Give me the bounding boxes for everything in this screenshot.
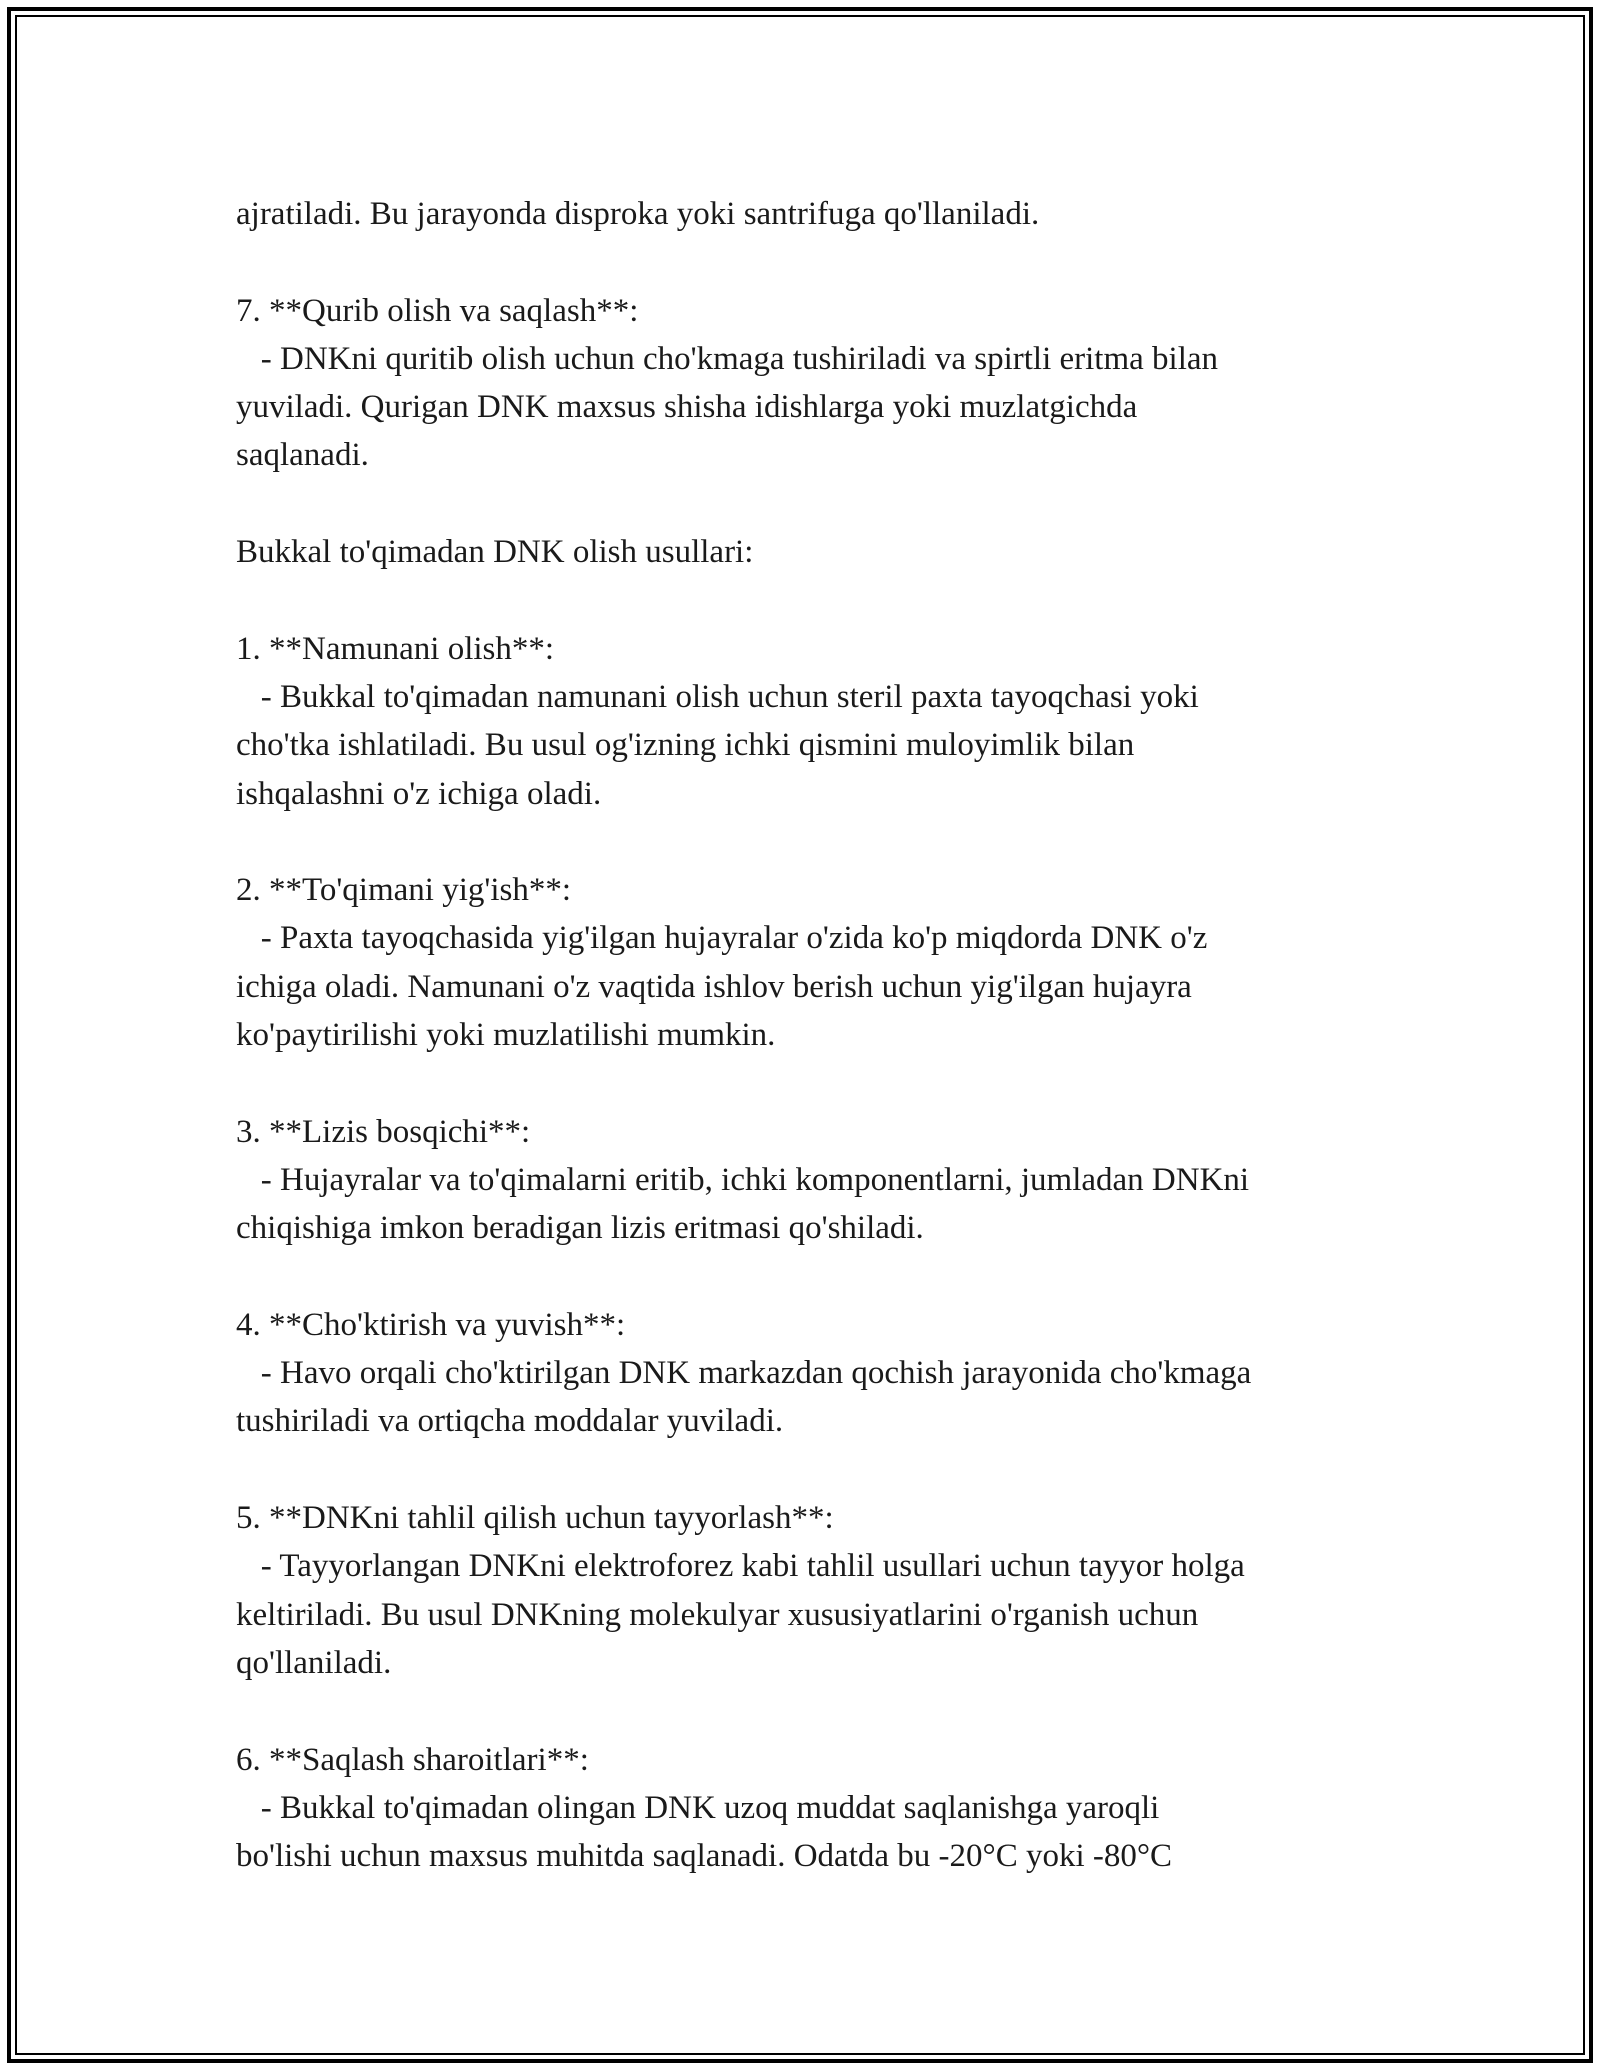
text-line: ichiga oladi. Namunani o'z vaqtida ishlov berish uchun yig'ilgan hujayra [236,968,1192,1005]
text-line: - Hujayralar va to'qimalarni eritib, ichki komponentlarni, jumladan DNKni [236,1161,1250,1198]
text-line: keltiriladi. Bu usul DNKning molekulyar xususiyatlarini o'rganish uchun [236,1596,1199,1633]
section-heading: 4. **Cho'ktirish va yuvish**: [236,1306,626,1343]
blank-line [236,1059,1426,1107]
text-line: cho'tka ishlatiladi. Bu usul og'izning ichki qismini muloyimlik bilan [236,727,1135,764]
text-line: bo'lishi uchun maxsus muhitda saqlanadi. Odatda bu -20°C yoki -80°C [236,1838,1173,1875]
text-line: saqlanadi. [236,437,369,474]
blank-line [236,818,1426,866]
blank-line [236,576,1426,624]
blank-line [236,480,1426,528]
text-line: yuviladi. Qurigan DNK maxsus shisha idishlarga yoki muzlatgichda [236,389,1138,426]
text-line: tushiriladi va ortiqcha moddalar yuviladi. [236,1403,784,1440]
blank-line [236,1446,1426,1494]
text-line: chiqishiga imkon beradigan lizis eritmasi qo'shiladi. [236,1210,924,1247]
text-line: qo'llaniladi. [236,1644,392,1681]
text-line: - Tayyorlangan DNKni elektroforez kabi tahlil usullari uchun tayyor holga [236,1548,1245,1585]
blank-line [236,1253,1426,1301]
text-line: ko'paytirilishi yoki muzlatilishi mumkin. [236,1017,776,1054]
section-heading: 5. **DNKni tahlil qilish uchun tayyorlash**: [236,1500,834,1537]
document-body [236,190,1426,1880]
blank-line [236,1687,1426,1735]
text-line: - DNKni quritib olish uchun cho'kmaga tushiriladi va spirtli eritma bilan [236,340,1219,377]
section-heading: 2. **To'qimani yig'ish**: [236,872,571,909]
section-heading: 6. **Saqlash sharoitlari**: [236,1741,589,1778]
text-line: - Havo orqali cho'ktirilgan DNK markazdan qochish jarayonida cho'kmaga [236,1355,1252,1392]
section-heading: 1. **Namunani olish**: [236,630,555,667]
text-line: ajratiladi. Bu jarayonda disproka yoki santrifuga qo'llaniladi. [236,196,1040,232]
section-heading: 3. **Lizis bosqichi**: [236,1113,531,1150]
section-heading: 7. **Qurib olish va saqlash**: [236,292,639,329]
text-line: - Bukkal to'qimadan namunani olish uchun steril paxta tayoqchasi yoki [236,678,1199,715]
blank-line [236,238,1426,286]
text-line: - Paxta tayoqchasida yig'ilgan hujayralar o'zida ko'p miqdorda DNK o'z [236,920,1208,957]
text-line: ishqalashni o'z ichiga oladi. [236,775,602,812]
text-line: - Bukkal to'qimadan olingan DNK uzoq muddat saqlanishga yaroqli [236,1789,1160,1826]
section-title: Bukkal to'qimadan DNK olish usullari: [236,534,754,571]
